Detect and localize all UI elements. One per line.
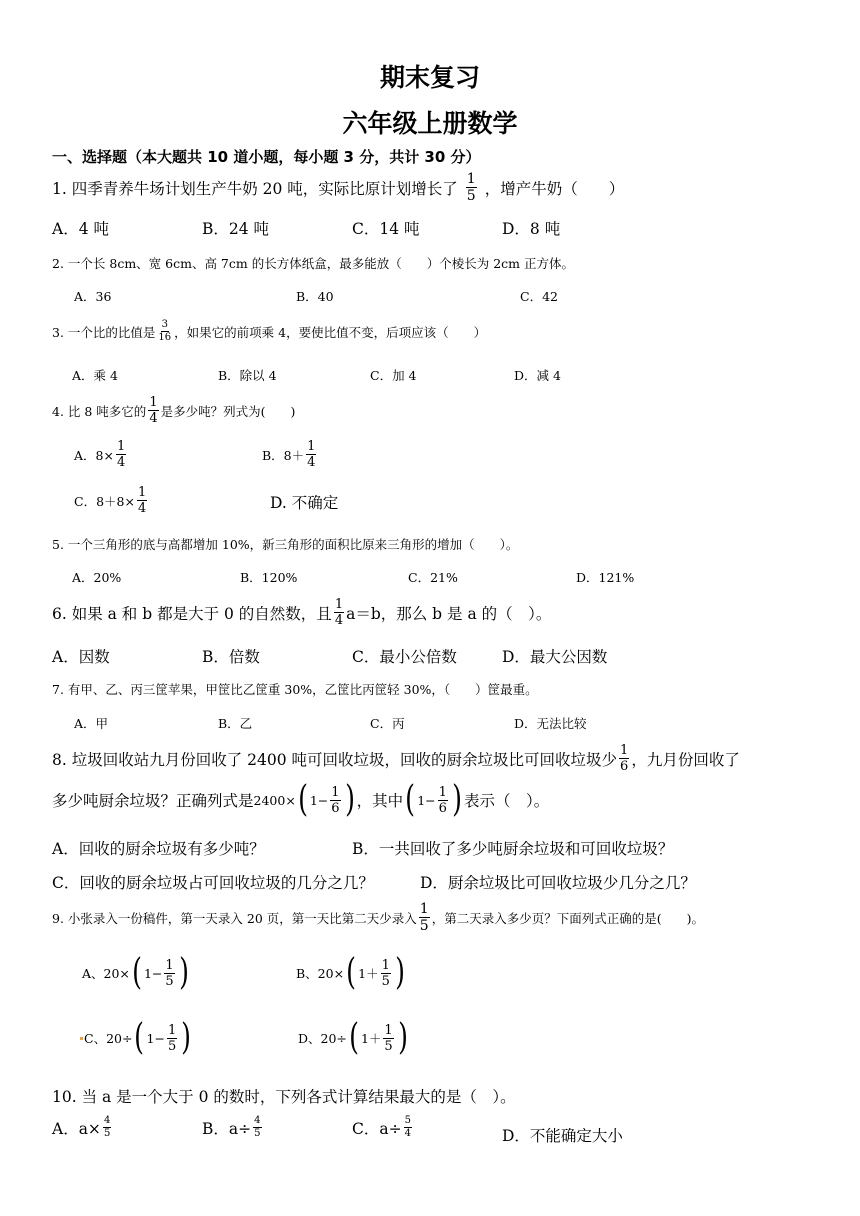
q4-fraction <box>148 396 158 425</box>
q9b-fraction <box>381 959 391 988</box>
q9a-den: 5 <box>165 973 174 989</box>
question-3 <box>52 320 486 343</box>
q7-option-c: C．丙 <box>370 716 405 731</box>
q10-option-d: D．不能确定大小 <box>502 1127 623 1145</box>
marker-dot-icon <box>80 1037 83 1040</box>
title-main: 期末复习 <box>379 63 480 92</box>
q6-frac-den: 4 <box>334 613 344 628</box>
q9b-den: 5 <box>381 973 390 989</box>
q8-expr2-num: 1 <box>438 784 447 800</box>
q1-text-a: 1. 四季青养牛场计划生产牛奶 20 吨，实际比原计划增长了 <box>52 179 458 198</box>
q8-line2-a: 多少吨厨余垃圾？正确列式是 <box>52 792 254 810</box>
q8-expr-den: 6 <box>331 800 340 816</box>
q10-option-c <box>352 1116 414 1139</box>
q4-text-b: 是多少吨？列式为( ) <box>160 403 296 419</box>
q8-frac-num: 1 <box>620 743 629 758</box>
q9a-num: 1 <box>165 957 174 973</box>
question-1 <box>52 172 624 203</box>
q3-frac-den: 16 <box>158 332 172 343</box>
q9-frac-den: 5 <box>419 918 429 934</box>
q4-option-b <box>262 440 318 469</box>
q8-line2-b: 表示（ ）。 <box>463 792 550 810</box>
q2-option-c: C．42 <box>520 289 558 304</box>
q4-frac-den: 4 <box>149 411 158 426</box>
q4-option-c-label: C．8＋8× <box>74 493 135 509</box>
q4b-den: 4 <box>307 455 316 470</box>
q10b-fraction <box>253 1116 261 1139</box>
q9-option-c-label: C、20÷ <box>84 1031 133 1046</box>
q8-frac-den: 6 <box>620 759 629 774</box>
question-5: 5. 一个三角形的底与高都增加 10%，新三角形的面积比原来三角形的增加（ ）。 <box>52 537 519 552</box>
q4b-num: 1 <box>307 439 316 454</box>
q10a-fraction <box>103 1116 111 1139</box>
q6-frac-num: 1 <box>334 597 344 612</box>
q8-expr-paren: ( 1− $\frac{1}{6}$ ) <box>297 779 355 820</box>
q1-frac-den: 5 <box>466 188 476 204</box>
q9b-op: 1＋ <box>358 966 379 981</box>
q4-option-c <box>74 486 149 515</box>
q10-option-a <box>52 1116 113 1139</box>
q3-text-b: ，如果它的前项乘 4，要使比值不变，后项应该（ ） <box>174 324 487 340</box>
q8-text-a: 8. 垃圾回收站九月份回收了 2400 吨可回收垃圾，回收的厨余垃圾比可回收垃圾少 <box>52 750 618 769</box>
question-6 <box>52 598 551 627</box>
q4-option-a <box>74 440 128 469</box>
q9d-op: 1＋ <box>360 1031 382 1046</box>
q10a-den: 5 <box>103 1128 111 1139</box>
q4-option-a-fraction <box>116 440 126 469</box>
q3-option-c: C．加 4 <box>370 368 417 383</box>
q10-option-c-label: C．a÷ <box>352 1119 402 1138</box>
question-10: 10. 当 a 是一个大于 0 的数时，下列各式计算结果最大的是（ ）。 <box>52 1088 516 1106</box>
question-9 <box>52 902 704 933</box>
q8-option-c: C．回收的厨余垃圾占可回收垃圾的几分之几？ <box>52 874 374 892</box>
q3-option-d: D．减 4 <box>514 368 561 383</box>
q5-option-b: B．120% <box>240 570 298 585</box>
q10-option-b <box>202 1116 264 1139</box>
q4c-num: 1 <box>137 485 147 500</box>
q9-option-a-paren: ( 1− $\frac{1}{5}$ ) <box>132 952 189 993</box>
q6-option-a: A．因数 <box>52 648 110 666</box>
question-8-line-2 <box>52 779 550 820</box>
q6-text-a: 6. 如果 a 和 b 都是大于 0 的自然数，且 <box>52 604 332 623</box>
q6-fraction <box>334 598 344 627</box>
q1-option-b: B．24 吨 <box>202 220 270 238</box>
question-2: 2. 一个长 8cm、宽 6cm、高 7cm 的长方体纸盒，最多能放（ ）个棱长为 2cm 正方体。 <box>52 256 574 271</box>
q8-line2-mid: ，其中 <box>356 792 404 810</box>
q7-option-b: B．乙 <box>218 716 253 731</box>
q1-fraction <box>466 172 477 203</box>
q8-expr2-fraction <box>438 786 448 815</box>
q5-option-d: D．121% <box>576 570 635 585</box>
q9-option-b <box>296 952 407 993</box>
q10-option-b-label: B．a÷ <box>202 1119 252 1138</box>
q4-option-b-fraction <box>306 440 316 469</box>
q3-frac-num: 3 <box>161 319 168 330</box>
q9-option-d-paren: ( 1＋ $\frac{1}{5}$ ) <box>349 1017 408 1058</box>
q10a-num: 4 <box>103 1115 111 1126</box>
q8-text-b: ，九月份回收了 <box>631 750 740 769</box>
q8-fraction <box>619 744 629 773</box>
q9a-op: 1− <box>143 965 163 981</box>
q1-option-c: C．14 吨 <box>352 220 420 238</box>
q9-text-b: ，第二天录入多少页？下面列式正确的是( )。 <box>431 910 704 926</box>
q1-option-d: D．8 吨 <box>502 220 561 238</box>
q10c-num: 5 <box>404 1115 411 1126</box>
q1-frac-num: 1 <box>466 171 476 187</box>
q9d-den: 5 <box>384 1038 393 1054</box>
q6-text-b: a＝b，那么 b 是 a 的（ ）。 <box>346 604 552 623</box>
q9b-num: 1 <box>381 957 390 973</box>
q6-option-d: D．最大公因数 <box>502 648 608 666</box>
q9-option-b-paren: ( 1＋ $\frac{1}{5}$ ) <box>346 952 405 993</box>
q4-option-d: D. 不确定 <box>270 494 339 512</box>
q8-option-a: A．回收的厨余垃圾有多少吨？ <box>52 840 265 858</box>
q6-option-b: B．倍数 <box>202 648 260 666</box>
q9-option-d-label: D、20÷ <box>298 1031 347 1046</box>
q8-expr-lead: 2400× <box>253 792 296 808</box>
q4-frac-num: 1 <box>149 395 158 410</box>
q7-option-d: D．无法比较 <box>514 716 587 731</box>
q9-option-b-label: B、20× <box>296 966 345 981</box>
q9-option-c <box>80 1017 193 1058</box>
q2-option-b: B．40 <box>296 289 334 304</box>
q1-option-a: A．4 吨 <box>52 220 109 238</box>
question-8-line-1 <box>52 744 740 773</box>
q9-option-a-label: A、20× <box>82 966 130 981</box>
q9c-op: 1− <box>146 1030 165 1046</box>
section-heading: 一、选择题（本大题共 10 道小题，每小题 3 分，共计 30 分） <box>52 148 481 166</box>
q9d-fraction <box>383 1024 393 1053</box>
q10-option-a-label: A．a× <box>52 1119 101 1138</box>
q9a-fraction <box>164 959 174 988</box>
q4-option-c-fraction <box>137 486 147 515</box>
q4c-den: 4 <box>137 501 147 516</box>
q8-option-b: B．一共回收了多少吨厨余垃圾和可回收垃圾？ <box>352 840 674 858</box>
q9d-num: 1 <box>384 1022 393 1038</box>
q1-text-b: ，增产牛奶（ ） <box>484 179 625 198</box>
q3-text-a: 3. 一个比的比值是 <box>52 324 156 340</box>
q9c-den: 5 <box>167 1038 177 1054</box>
q8-expr2-one: 1− <box>417 792 436 808</box>
q3-option-b: B．除以 4 <box>218 368 277 383</box>
q8-expr-fraction <box>330 786 340 815</box>
q9-option-a <box>82 952 191 993</box>
q4a-num: 1 <box>116 439 126 454</box>
q4-option-b-label: B．8＋ <box>262 447 305 463</box>
q3-fraction <box>157 320 172 343</box>
q9-fraction <box>419 902 430 933</box>
q9-text-a: 9. 小张录入一份稿件，第一天录入 20 页，第一天比第二天少录入 <box>52 910 417 926</box>
q9-frac-num: 1 <box>419 901 429 917</box>
q7-option-a: A．甲 <box>74 716 109 731</box>
q8-expr-num: 1 <box>331 784 340 800</box>
q5-option-c: C．21% <box>408 570 458 585</box>
q6-option-c: C．最小公倍数 <box>352 648 457 666</box>
q4-option-a-label: A．8× <box>74 447 114 463</box>
question-4 <box>52 396 295 425</box>
q8-expr2-den: 6 <box>438 800 447 816</box>
q10c-fraction <box>404 1116 412 1139</box>
q9c-fraction <box>167 1024 177 1053</box>
title-sub: 六年级上册数学 <box>342 109 518 138</box>
q9c-num: 1 <box>167 1022 177 1038</box>
question-7: 7. 有甲、乙、丙三筐苹果，甲筐比乙筐重 30%，乙筐比丙筐轻 30%，（ ）筐最重。 <box>52 682 538 697</box>
q9-option-d <box>298 1017 410 1058</box>
q10b-den: 5 <box>254 1128 261 1139</box>
q8-option-d: D．厨余垃圾比可回收垃圾少几分之几？ <box>420 874 696 892</box>
q9-option-c-paren: ( 1− $\frac{1}{5}$ ) <box>134 1017 192 1058</box>
q4a-den: 4 <box>116 455 126 470</box>
q4-text-a: 4. 比 8 吨多它的 <box>52 403 147 419</box>
q10b-num: 4 <box>254 1115 261 1126</box>
q3-option-a: A．乘 4 <box>72 368 118 383</box>
q8-expr-one: 1− <box>309 792 329 808</box>
q10c-den: 4 <box>404 1128 411 1139</box>
q5-option-a: A．20% <box>72 570 122 585</box>
q8-expr-paren-2: ( 1− $\frac{1}{6}$ ) <box>405 779 462 820</box>
q2-option-a: A．36 <box>74 289 112 304</box>
